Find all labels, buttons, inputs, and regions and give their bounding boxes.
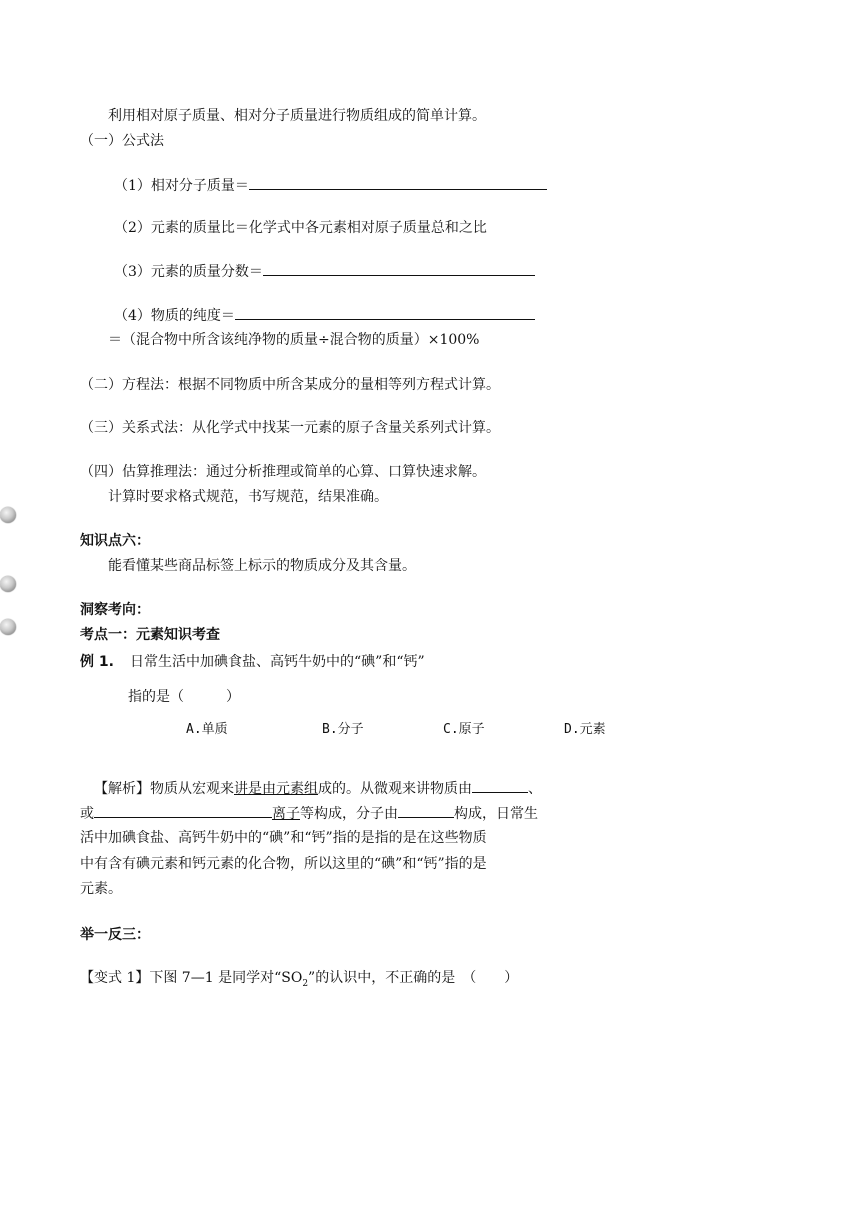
analysis-line-2: 或 离子等构成，分子由 构成，日常生 (80, 803, 538, 824)
analysis-line-1: 【解析】物质从宏观来讲是由元素组成的。从微观来讲物质由 、 (94, 778, 542, 799)
formula-1-text: （1）相对分子质量＝ (114, 178, 249, 194)
knowledge-point-6-text: 能看懂某些商品标签上标示的物质成分及其含量。 (108, 558, 416, 574)
analysis-line-4: 中有含有碘元素和钙元素的化合物，所以这里的“碘”和“钙”指的是 (80, 856, 487, 872)
formula-4-continuation: ＝（混合物中所含该纯净物的质量÷混合物的质量）×100% (108, 332, 480, 348)
section-relation: （三）关系式法：从化学式中找某一元素的原子含量关系列式计算。 (80, 420, 500, 436)
variant-1: 【变式 1】下图 7—1 是同学对“$SO_2$”的认识中，不正确的是 （ ） (80, 970, 519, 989)
answer-blank (472, 778, 528, 793)
exam-direction-heading: 洞察考向： (80, 602, 150, 618)
answer-blank (249, 175, 547, 190)
example-1 (80, 652, 425, 672)
knowledge-point-6-title: 知识点六： (80, 533, 150, 549)
exam-point-1-heading: 考点一：元素知识考查 (80, 627, 220, 643)
binder-hole (0, 619, 16, 635)
formula-4-text: （4）物质的纯度＝ (114, 308, 235, 324)
answer-blank (398, 803, 454, 818)
formula-1 (114, 175, 547, 196)
example-label: 例 1. (80, 654, 114, 670)
option-c: C.原子 (443, 722, 485, 737)
calculation-note: 计算时要求格式规范，书写规范，结果准确。 (108, 489, 388, 505)
analysis-line-3: 活中加碘食盐、高钙牛奶中的“碘”和“钙”指的是指的是在这些物质 (80, 830, 487, 846)
formula-3-text: （3）元素的质量分数＝ (114, 264, 263, 280)
option-a: A.单质 (186, 722, 228, 737)
option-d: D.元素 (564, 722, 606, 737)
answer-blank (94, 803, 272, 818)
example-question-continued: 指的是（ ） (128, 689, 240, 705)
example-question: 日常生活中加碘食盐、高钙牛奶中的“碘”和“钙” (130, 654, 425, 670)
formula-3 (114, 261, 535, 282)
answer-blank (263, 261, 535, 276)
binder-hole (0, 507, 16, 523)
underlined-text: 讲是由元素组 (234, 781, 318, 797)
formula-2: （2）元素的质量比＝化学式中各元素相对原子质量总和之比 (114, 220, 487, 236)
analysis-line-5: 元素。 (80, 881, 122, 897)
section-equation: （二）方程法：根据不同物质中所含某成分的量相等列方程式计算。 (80, 377, 500, 393)
binder-hole (0, 576, 16, 592)
analysis-tag: 【解析】 (94, 781, 150, 797)
option-b: B.分子 (322, 722, 364, 737)
practice-heading: 举一反三： (80, 927, 150, 943)
section-formula-title: （一）公式法 (80, 133, 164, 149)
section-estimation: （四）估算推理法：通过分析推理或简单的心算、口算快速求解。 (80, 464, 486, 480)
intro-line: 利用相对原子质量、相对分子质量进行物质组成的简单计算。 (108, 108, 486, 124)
underlined-text: 离子 (272, 806, 300, 822)
answer-blank (235, 305, 535, 320)
formula-4 (114, 305, 535, 326)
